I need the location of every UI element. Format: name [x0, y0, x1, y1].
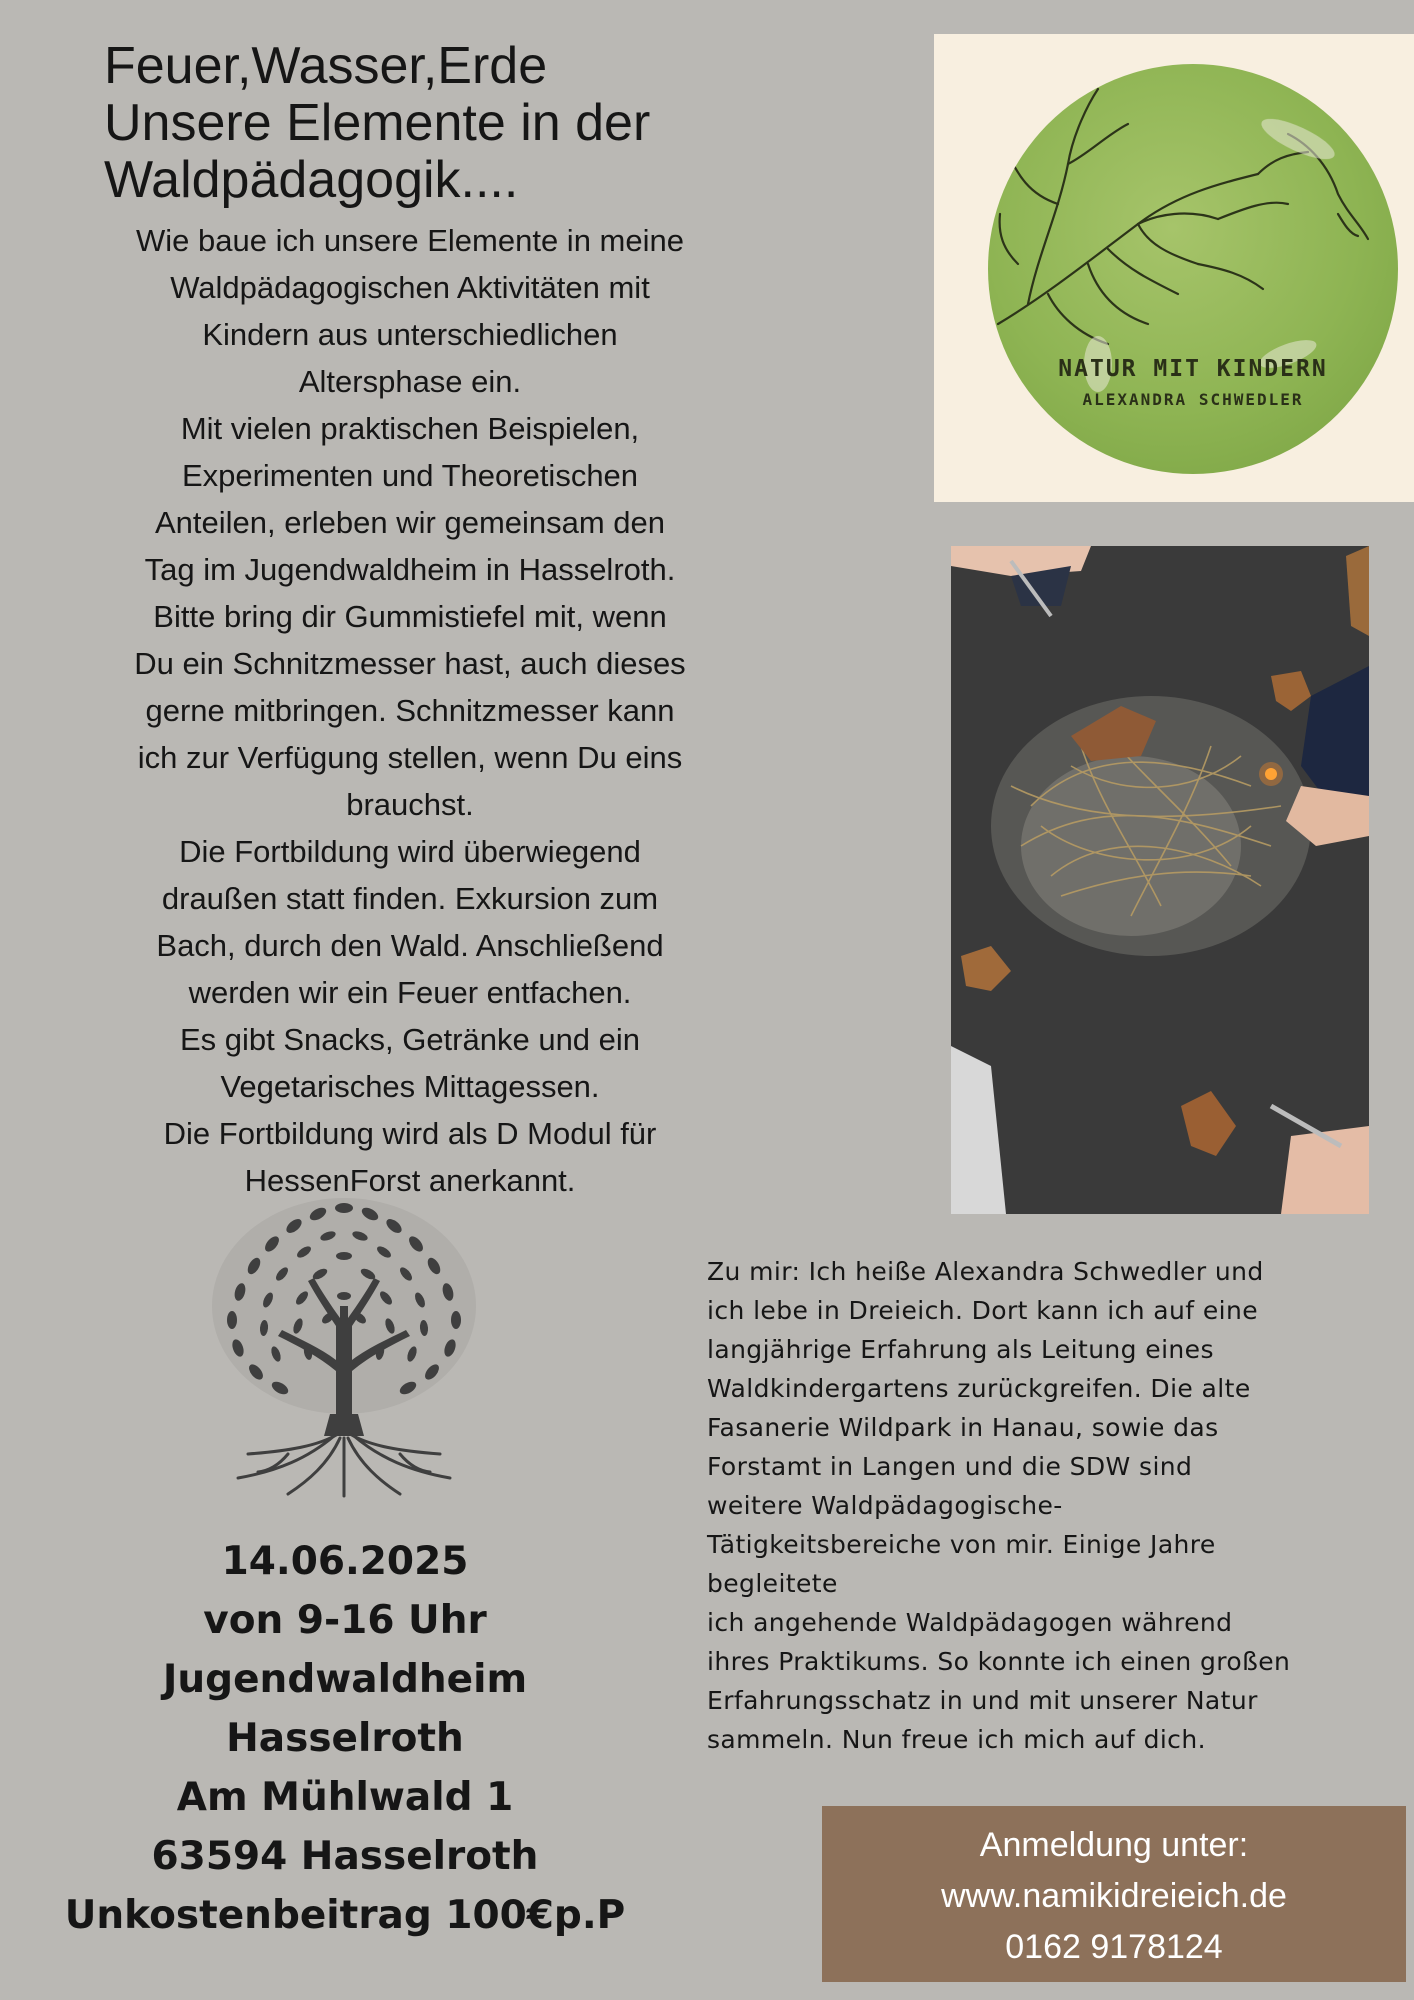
intro-line: Tag im Jugendwaldheim in Hasselroth.: [144, 552, 676, 587]
intro-line: Experimenten und Theoretischen: [181, 458, 639, 493]
about-line: Fasanerie Wildpark in Hanau, sowie das: [707, 1413, 1219, 1442]
intro-line: Es gibt Snacks, Getränke und ein: [179, 1022, 641, 1057]
title-line: Unsere Elemente in der: [104, 94, 651, 152]
fire-starting-image-icon: [951, 546, 1369, 1214]
page-title: [104, 38, 864, 209]
event-date: 14.06.2025: [221, 1539, 469, 1584]
logo-brand-name: NATUR MIT KINDERN: [1058, 356, 1328, 382]
intro-line: draußen statt finden. Exkursion zum: [161, 881, 659, 916]
event-postal-city: 63594 Hasselroth: [151, 1834, 539, 1879]
about-line: sammeln. Nun freue ich mich auf dich.: [707, 1725, 1206, 1754]
intro-text: [40, 217, 780, 1204]
intro-line: brauchst.: [346, 787, 474, 822]
about-line: Erfahrungsschatz in und mit unserer Natur: [707, 1686, 1258, 1715]
about-line: weitere Waldpädagogische-: [707, 1491, 1063, 1520]
logo: [934, 34, 1414, 502]
about-line: Tätigkeitsbereiche von mir. Einige Jahre: [707, 1530, 1216, 1559]
event-venue: Jugendwaldheim: [162, 1657, 528, 1702]
about-line: ich angehende Waldpädagogen während: [707, 1608, 1233, 1637]
event-fee: Unkostenbeitrag 100€p.P: [64, 1893, 626, 1938]
intro-line: Vegetarisches Mittagessen.: [220, 1069, 600, 1104]
logo-owner-name: ALEXANDRA SCHWEDLER: [1082, 390, 1304, 409]
intro-line: Die Fortbildung wird überwiegend: [179, 834, 641, 869]
about-line: Zu mir: Ich heiße Alexandra Schwedler und: [707, 1257, 1264, 1286]
tree-branch-icon: [988, 64, 1398, 474]
event-time: von 9-16 Uhr: [203, 1598, 487, 1643]
intro-line: Mit vielen praktischen Beispielen,: [180, 411, 640, 446]
intro-line: Waldpädagogischen Aktivitäten mit: [170, 270, 650, 305]
intro-line: ich zur Verfügung stellen, wenn Du eins: [137, 740, 683, 775]
intro-line: Bach, durch den Wald. Anschließend: [156, 928, 664, 963]
event-street: Am Mühlwald 1: [176, 1775, 514, 1820]
signup-phone[interactable]: 0162 9178124: [1005, 1928, 1223, 1966]
about-line: ich lebe in Dreieich. Dort kann ich auf eine: [707, 1296, 1258, 1325]
intro-line: werden wir ein Feuer entfachen.: [188, 975, 632, 1010]
signup-label: Anmeldung unter:: [979, 1826, 1249, 1864]
about-text: [707, 1252, 1407, 1759]
about-line: Forstamt in Langen und die SDW sind: [707, 1452, 1193, 1481]
signup-box: [822, 1806, 1406, 1982]
intro-line: Die Fortbildung wird als D Modul für: [163, 1116, 657, 1151]
about-line: Waldkindergartens zurückgreifen. Die alte: [707, 1374, 1251, 1403]
intro-line: HessenForst anerkannt.: [244, 1163, 576, 1198]
intro-line: Du ein Schnitzmesser hast, auch dieses: [134, 646, 686, 681]
intro-line: gerne mitbringen. Schnitzmesser kann: [145, 693, 675, 728]
intro-line: Kindern aus unterschiedlichen: [202, 317, 618, 352]
intro-line: Anteilen, erleben wir gemeinsam den: [154, 505, 666, 540]
intro-line: Wie baue ich unsere Elemente in meine: [136, 223, 684, 258]
tree-icon: [208, 1196, 480, 1500]
event-details: [40, 1532, 650, 1945]
about-line: langjährige Erfahrung als Leitung eines: [707, 1335, 1214, 1364]
intro-line: Bitte bring dir Gummistiefel mit, wenn: [153, 599, 667, 634]
about-line: ihres Praktikums. So konnte ich einen großen: [707, 1647, 1291, 1676]
about-line: begleitete: [707, 1569, 838, 1598]
event-venue-city: Hasselroth: [226, 1716, 464, 1761]
signup-website-link[interactable]: www.namikidreieich.de: [941, 1877, 1287, 1915]
title-line: Feuer,Wasser,Erde: [104, 37, 548, 95]
campfire-photo: [951, 546, 1369, 1214]
intro-line: Altersphase ein.: [298, 364, 522, 399]
logo-badge: [988, 64, 1398, 474]
title-line: Waldpädagogik....: [104, 151, 519, 209]
